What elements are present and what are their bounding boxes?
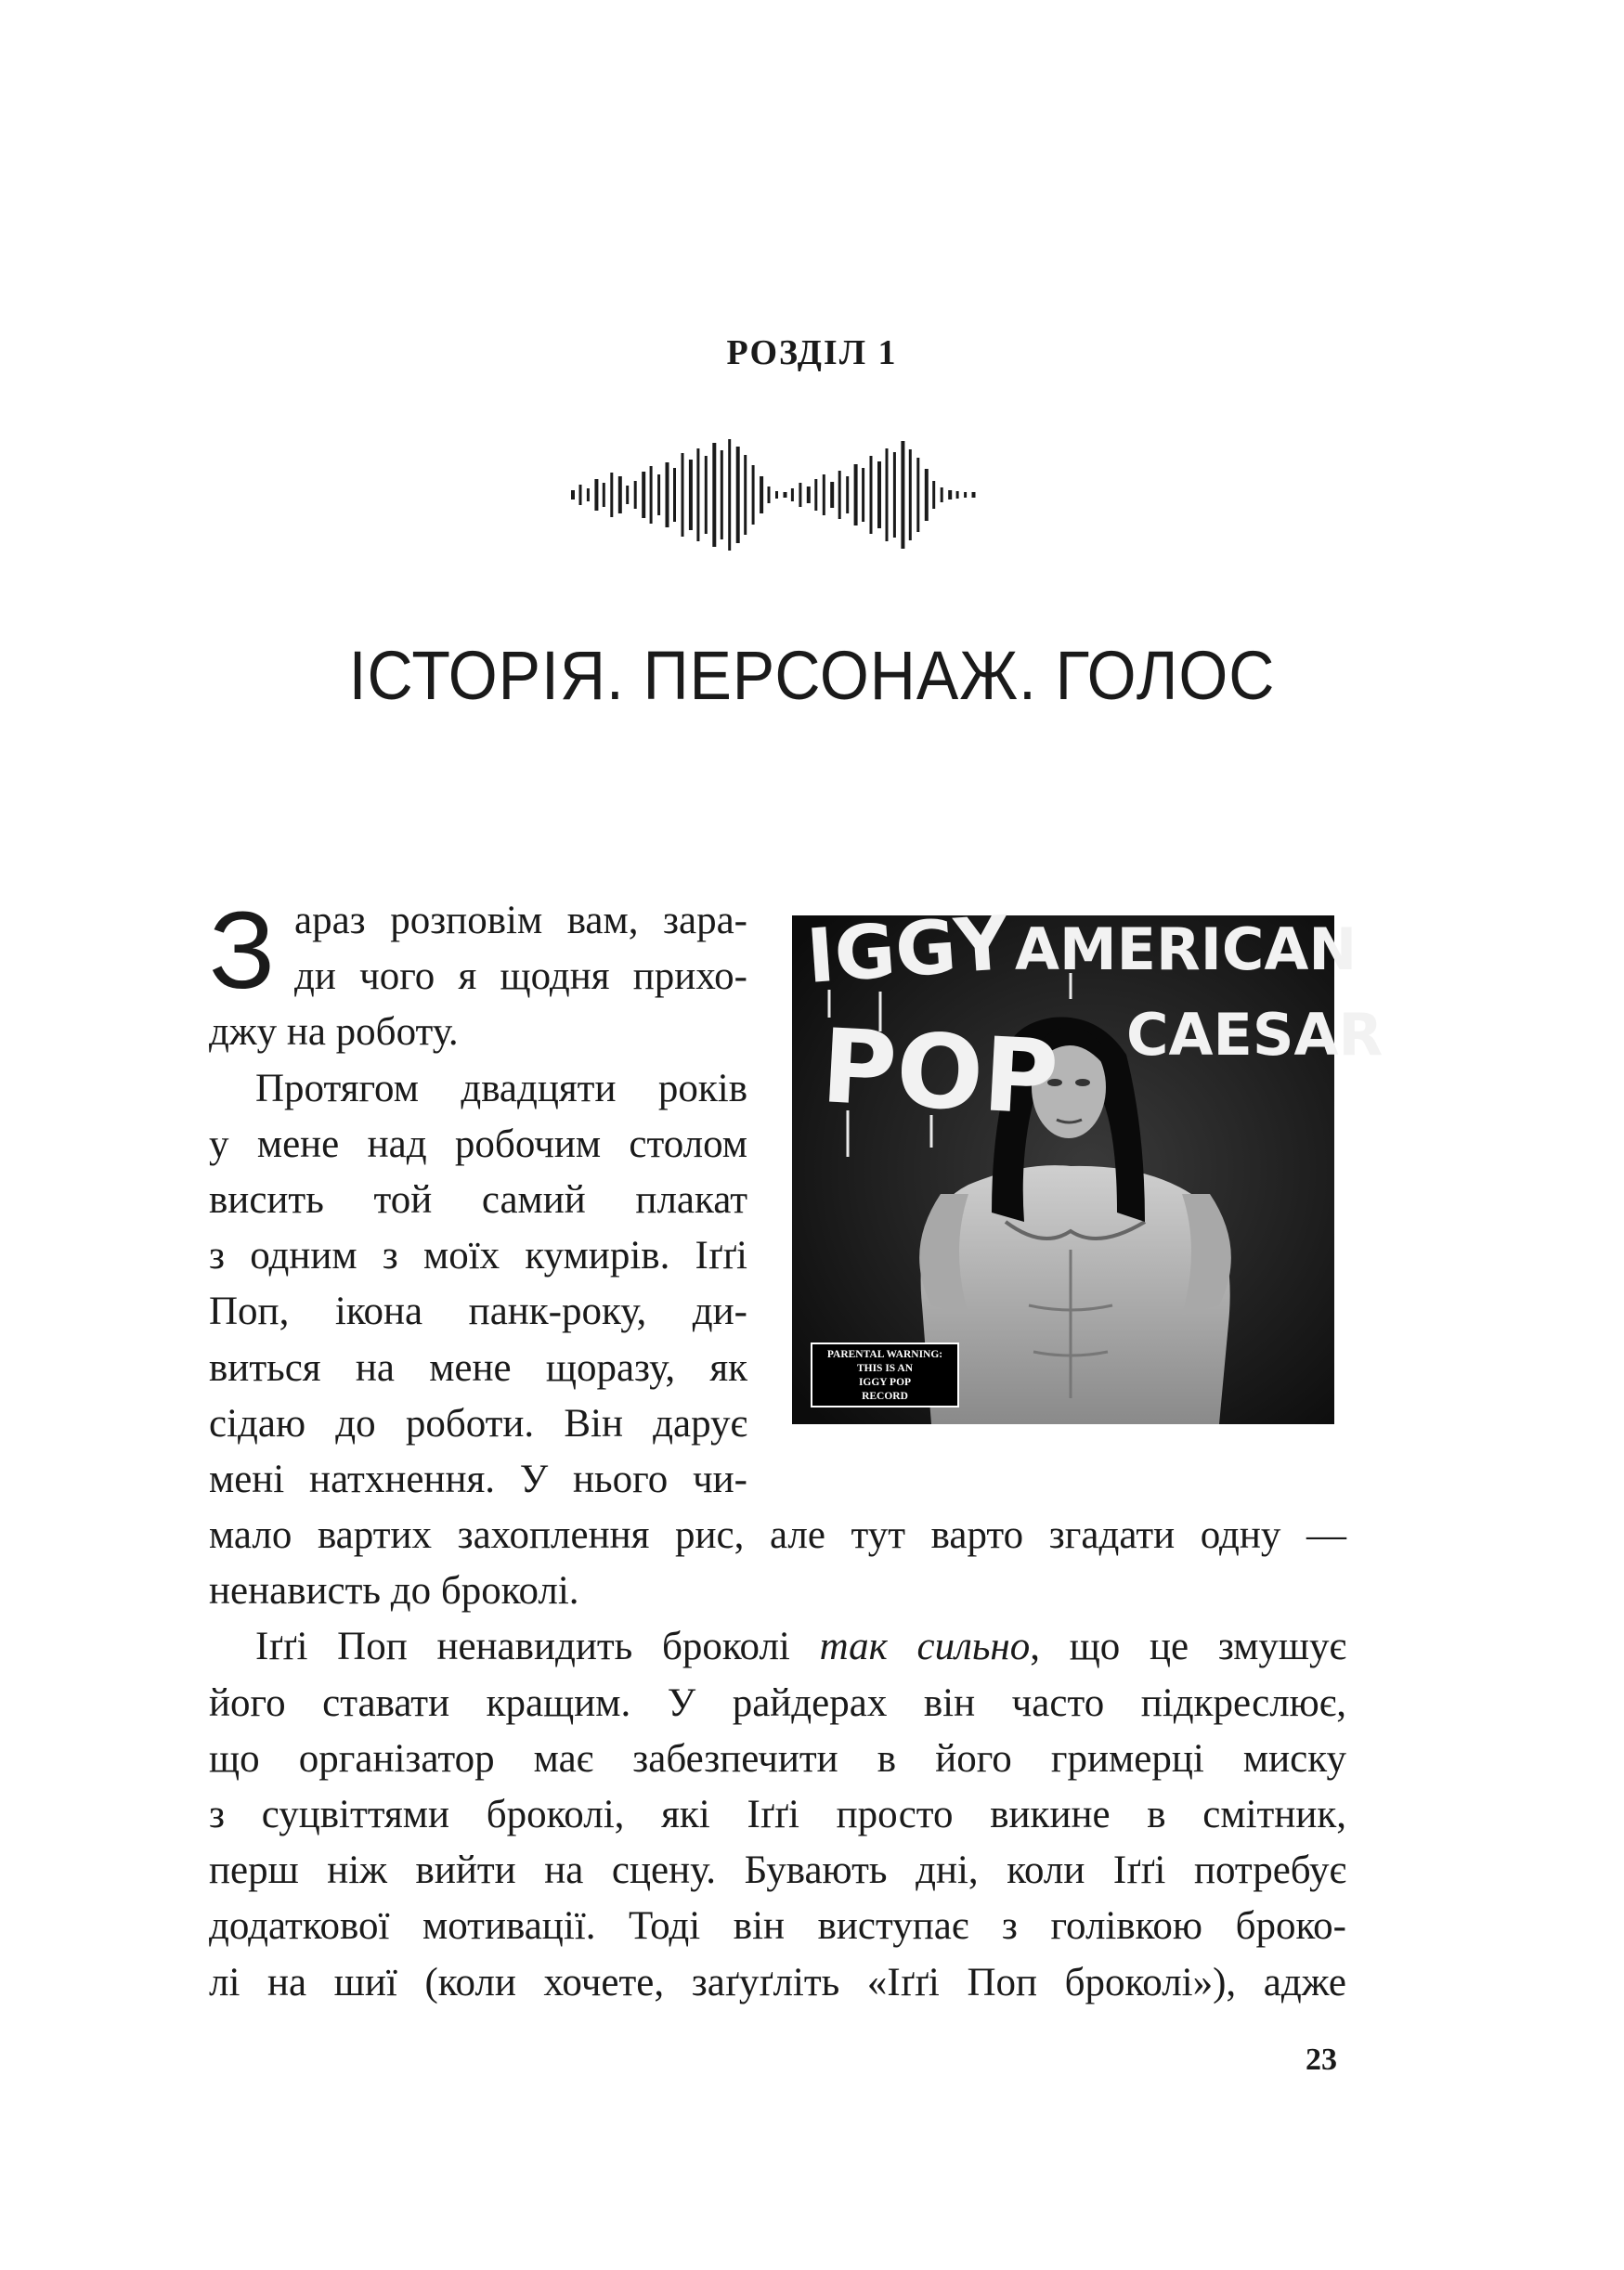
waveform-bar	[893, 452, 896, 538]
waveform-bar	[972, 492, 976, 498]
cover-title-iggy: IGGY	[803, 900, 1012, 1000]
waveform-bar	[916, 458, 919, 532]
waveform-bar	[768, 486, 771, 503]
waveform-bar	[799, 483, 801, 507]
waveform-bar	[823, 474, 825, 515]
cover-title-american: AMERICAN	[1015, 915, 1358, 983]
waveform-bar	[682, 453, 684, 537]
text-line: сідаю до роботи. Він дарує	[209, 1401, 747, 1446]
waveform-bar	[571, 490, 575, 499]
waveform-bar	[760, 476, 763, 513]
waveform-bar	[744, 455, 747, 535]
first-paragraph	[209, 889, 1346, 1061]
warning-line: RECORD	[862, 1391, 908, 1402]
waveform-bar	[603, 483, 605, 507]
waveform-bar	[830, 482, 834, 508]
waveform-bar	[736, 447, 740, 543]
text-line: Протягом двадцяти років	[255, 1066, 747, 1110]
text-line: ненависть до броколі.	[209, 1569, 579, 1614]
text-line: додаткової мотивації. Тоді він виступає з голівкою броко-	[209, 1904, 1346, 1949]
text-line: у мене над робочим столом	[209, 1122, 747, 1166]
cover-title-pop: POP	[818, 1006, 1061, 1138]
text-line: мені натхнення. У нього чи-	[209, 1457, 747, 1501]
waveform-bar	[705, 456, 708, 534]
warning-line: PARENTAL WARNING:	[826, 1349, 943, 1360]
waveform-bar	[728, 439, 731, 551]
warning-line: THIS IS AN	[856, 1363, 914, 1374]
text-line: його ставати кращим. У райдерах він часто підкреслює,	[209, 1680, 1346, 1725]
drop-cap: З	[209, 889, 276, 1012]
waveform-bar	[642, 472, 645, 518]
waveform-bar	[666, 462, 669, 527]
waveform-bar	[696, 448, 699, 541]
text-line: висить той самий плакат	[209, 1177, 747, 1222]
waveform-bar	[925, 469, 929, 521]
text-line: що організатор має забезпечити в його гримерці миску	[209, 1736, 1346, 1781]
waveform-bar	[587, 488, 590, 501]
italic-emphasis: так сильно	[819, 1625, 1031, 1669]
text-span: , що це змушує	[1030, 1625, 1346, 1669]
waveform-bar	[964, 492, 967, 498]
waveform-bar	[673, 468, 676, 522]
waveform-bar	[618, 476, 622, 513]
text-line: джу на роботу.	[209, 1010, 459, 1055]
body-text	[209, 889, 1346, 2011]
chapter-title: ІСТОРІЯ. ПЕРСОНАЖ. ГОЛОС	[348, 637, 1276, 714]
waveform-bar	[877, 461, 881, 528]
waveform-bar	[752, 465, 755, 525]
waveform-icon	[570, 435, 979, 555]
waveform-bar	[657, 474, 660, 515]
waveform-bar	[909, 449, 912, 540]
cover-title-caesar: CAESAR	[1126, 1001, 1384, 1069]
text-line: мало вартих захоплення рис, але тут варто згадати одну —	[209, 1513, 1346, 1558]
text-line: перш ніж вийти на сцену. Бувають дні, коли Іґґі потребує	[209, 1848, 1346, 1893]
waveform-bar	[650, 466, 653, 524]
text-line: Поп, ікона панк-року, ди-	[209, 1290, 747, 1334]
waveform-bar	[634, 481, 637, 509]
waveform-bar	[579, 485, 582, 505]
waveform-bar	[956, 491, 959, 499]
text-line: лі на шиї (коли хочете, заґуґліть «Іґґі Поп броколі»), адже	[209, 1960, 1346, 2004]
waveform-bar	[854, 464, 858, 525]
waveform-bar	[610, 473, 613, 517]
text-span: Іґґі Поп ненавидить броколі	[255, 1625, 820, 1669]
chapter-label: РОЗДІЛ 1	[726, 333, 898, 372]
waveform-bar	[689, 460, 693, 530]
waveform-bar	[862, 468, 864, 522]
text-line	[209, 1619, 1346, 1675]
waveform-bar	[712, 443, 716, 547]
waveform-bar	[594, 479, 598, 511]
waveform-bar	[846, 476, 849, 513]
text-line: з одним з моїх кумирів. Іґґі	[209, 1234, 747, 1278]
waveform-bar	[807, 486, 811, 503]
waveform-bar	[791, 488, 794, 501]
waveform-bar	[626, 486, 629, 504]
waveform-bar	[948, 490, 952, 499]
waveform-bar	[775, 491, 778, 499]
waveform-bar	[784, 492, 787, 498]
waveform-bar	[941, 487, 943, 502]
waveform-bar	[932, 481, 935, 509]
waveform-bar	[721, 450, 723, 539]
warning-line: IGGY POP	[858, 1377, 912, 1388]
text-line: ди чого я щодня прихо-	[294, 954, 747, 999]
text-line: араз розповім вам, зара-	[294, 899, 747, 942]
text-line: з суцвіттями броколі, які Іґґі просто викине в смітник,	[209, 1793, 1346, 1836]
waveform-bar	[838, 471, 841, 519]
waveform-bar	[870, 456, 873, 534]
waveform-bar	[814, 479, 817, 511]
page-number: 23	[1306, 2043, 1337, 2077]
waveform-bar	[886, 448, 889, 541]
text-line: виться на мене щоразу, як	[209, 1345, 747, 1390]
waveform-bar	[901, 441, 904, 549]
